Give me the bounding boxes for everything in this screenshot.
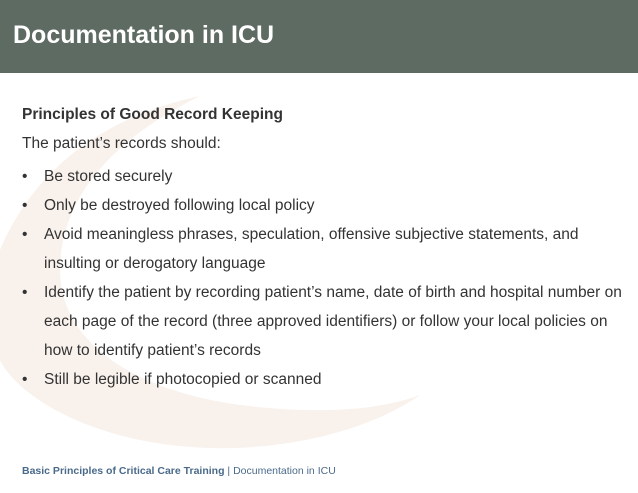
bullet-item [22, 365, 622, 394]
bullet-marker: • [22, 226, 28, 243]
slide-title: Documentation in ICU [13, 21, 275, 49]
bullet-text: Only be destroyed following local policy [44, 197, 315, 214]
slide-content [22, 104, 622, 394]
bullet-marker: • [22, 168, 28, 185]
intro-text: The patient’s records should: [22, 135, 221, 152]
bullet-text: Still be legible if photocopied or scanned [44, 371, 322, 388]
bullet-text: Identify the patient by recording patient’s name, date of birth and hospital number on each page of the record (three approved identifiers) or follow your local policies on how to identify patient’s records [44, 284, 622, 359]
bullet-marker: • [22, 371, 28, 388]
bullet-text: Be stored securely [44, 168, 173, 185]
bullet-item [22, 278, 622, 365]
bullet-marker: • [22, 197, 28, 214]
header-bar [0, 0, 638, 73]
section-heading: Principles of Good Record Keeping [22, 106, 283, 123]
bullet-item [22, 220, 622, 278]
slide-footer [22, 464, 336, 478]
bullet-item [22, 162, 622, 191]
bullet-marker: • [22, 284, 28, 301]
footer-separator: | [227, 465, 231, 477]
footer-topic: Documentation in ICU [233, 465, 336, 477]
bullet-text: Avoid meaningless phrases, speculation, offensive subjective statements, and insulting or derogatory language [44, 226, 579, 272]
bullet-item [22, 191, 622, 220]
bullet-list [22, 162, 622, 394]
footer-course-name: Basic Principles of Critical Care Training [22, 465, 225, 477]
